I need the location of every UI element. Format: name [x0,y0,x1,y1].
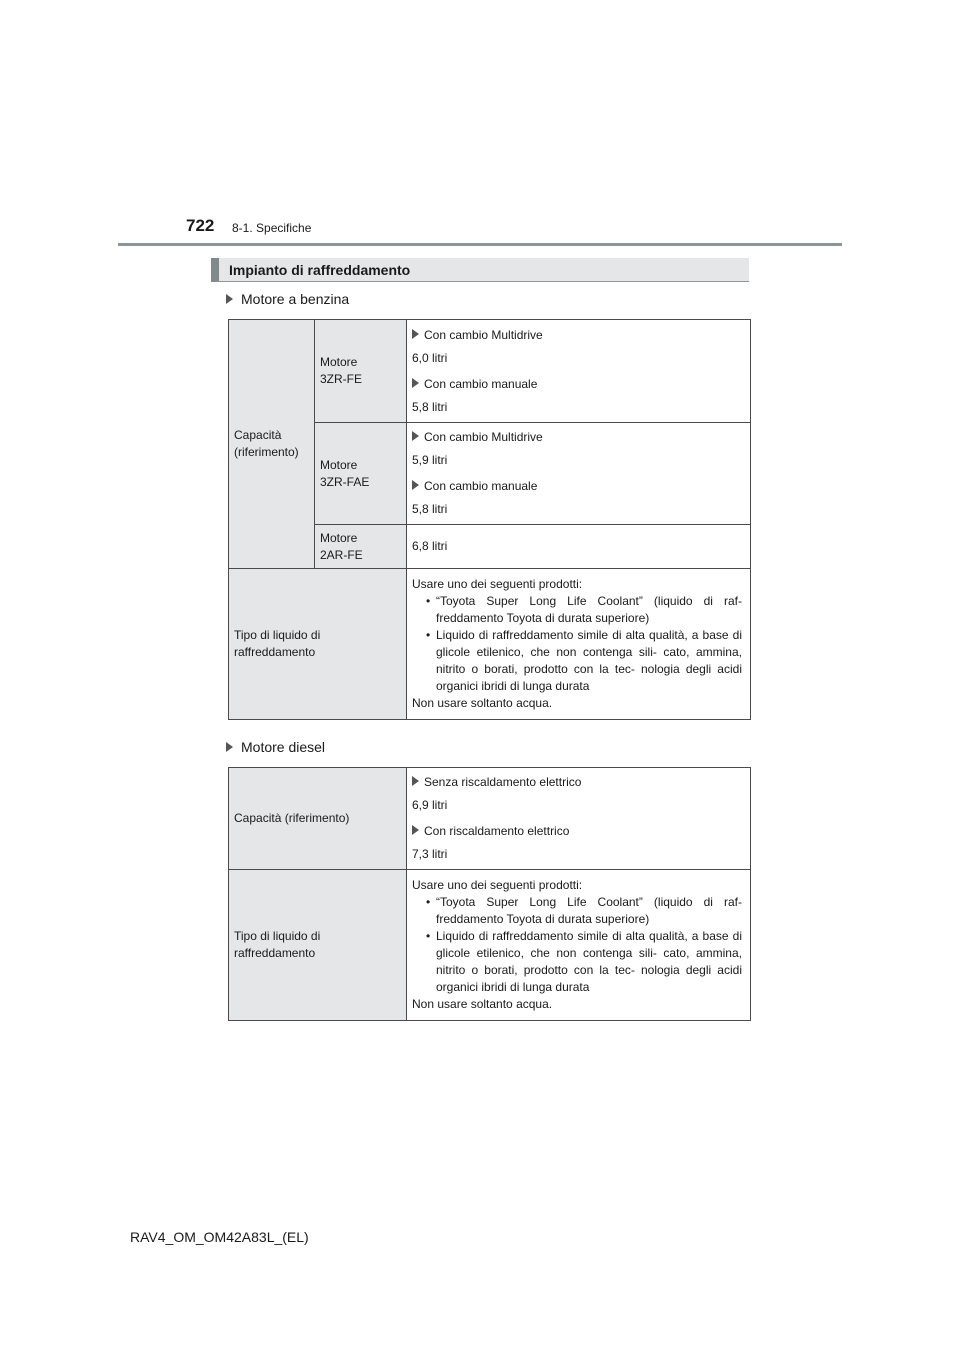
engine-value-cell [407,320,751,423]
capacity-label-line-2: (riferimento) [234,445,299,459]
table-row [229,870,751,1021]
document-code: RAV4_OM_OM42A83L_(EL) [130,1229,309,1245]
diesel-engine-title-text: Motore diesel [241,739,326,755]
engine-name-line-2: 3ZR-FAE [320,474,370,489]
arrow-right-icon [412,825,419,835]
petrol-engine-title [226,291,349,307]
engine-name-line-1: Motore [320,457,358,472]
diesel-engine-title [226,739,325,755]
option-label [412,429,742,446]
petrol-engine-title-text: Motore a benzina [241,291,350,307]
engine-name-cell [315,525,407,569]
option-label-text: Con cambio manuale [424,479,538,493]
coolant-type-value-cell [407,870,751,1021]
coolant-product-list [412,593,742,695]
arrow-right-icon [412,480,419,490]
coolant-type-label-line-1: Tipo di liquido di [234,628,321,642]
option-label-text: Senza riscaldamento elettrico [424,775,582,789]
coolant-type-label-line-2: raffreddamento [234,946,316,960]
engine-name-line-1: Motore [320,355,358,369]
arrow-right-icon [412,329,419,339]
coolant-intro: Usare uno dei seguenti prodotti: [412,577,583,591]
option-value: 5,8 litri [412,502,448,516]
capacity-value-cell [407,768,751,870]
coolant-intro: Usare uno dei seguenti prodotti: [412,878,583,892]
petrol-spec-table [228,319,751,720]
option-label [412,774,742,791]
option-label-text: Con riscaldamento elettrico [424,824,570,838]
engine-name-line-2: 2AR-FE [320,547,363,562]
option-value: 6,0 litri [412,350,448,365]
arrow-right-icon [412,776,419,786]
option-value: 6,9 litri [412,798,448,812]
option-value: 5,8 litri [412,399,448,414]
capacity-label-line-1: Capacità [234,428,282,442]
section-heading [211,258,749,282]
list-item: • Liquido di raffreddamento simile di alta qualità, a base di glicole etilenico, che non contenga sili- cato, ammina, nitrito o borati, prodotto con la tec- nologia degli acidi organici ibridi di lunga durata [412,928,742,996]
engine-name-line-1: Motore [320,530,358,545]
table-row [229,768,751,870]
coolant-type-label-line-2: raffreddamento [234,645,316,659]
option-value: 7,3 litri [412,847,448,861]
engine-value-cell [407,423,751,525]
capacity-label-text: Capacità (riferimento) [234,811,350,825]
option-label [412,327,742,344]
section-heading-text: Impianto di raffreddamento [229,262,411,278]
table-row [229,569,751,720]
coolant-note: Non usare soltanto acqua. [412,696,553,710]
option-label [412,376,742,393]
option-label-text: Con cambio Multidrive [424,327,543,342]
option-label-text: Con cambio Multidrive [424,430,543,444]
engine-value-cell [407,525,751,569]
table-row [229,320,751,423]
option-label [412,823,742,840]
list-item: • Liquido di raffreddamento simile di alta qualità, a base di glicole etilenico, che non contenga sili- cato, ammina, nitrito o borati, prodotto con la tec- nologia degli acidi organici ibridi di lunga durata [412,627,742,695]
section-label: 8-1. Specifiche [232,221,312,235]
option-label-text: Con cambio manuale [424,376,538,391]
engine-name-cell [315,320,407,423]
capacity-label-cell [229,768,407,870]
coolant-type-label-cell [229,870,407,1021]
page-number: 722 [186,216,215,235]
engine-name-line-2: 3ZR-FE [320,372,362,386]
coolant-type-label-cell [229,569,407,720]
diesel-spec-table [228,767,751,1021]
capacity-label-cell [229,320,315,569]
coolant-type-value-cell [407,569,751,720]
header-rule [118,243,842,246]
engine-value: 6,8 litri [412,539,448,553]
coolant-note: Non usare soltanto acqua. [412,997,553,1011]
list-item: • “Toyota Super Long Life Coolant” (liquido di raf- freddamento Toyota di durata superiore) [412,894,742,928]
engine-name-cell [315,423,407,525]
list-item: • “Toyota Super Long Life Coolant” (liquido di raf- freddamento Toyota di durata superiore) [412,593,742,627]
coolant-product-list [412,894,742,996]
coolant-type-label-line-1: Tipo di liquido di [234,929,321,943]
arrow-right-icon [412,431,419,441]
arrow-right-icon [412,378,419,388]
option-value: 5,9 litri [412,453,448,467]
arrow-right-icon [226,742,233,752]
option-label [412,478,742,495]
arrow-right-icon [226,294,233,304]
